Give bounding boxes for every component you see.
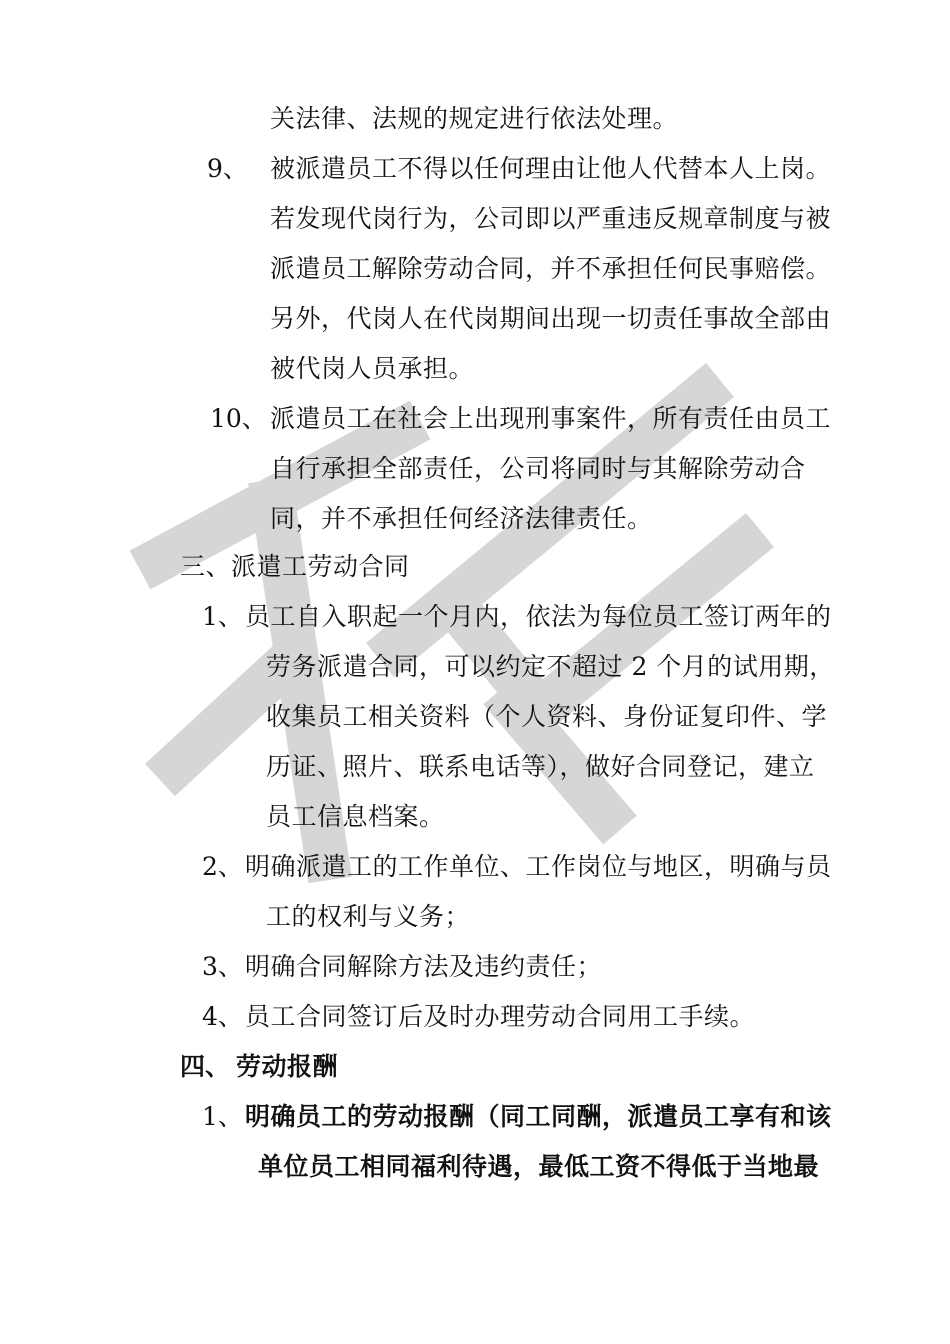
item9-line: 若发现代岗行为，公司即以严重违反规章制度与被 xyxy=(270,204,832,233)
s3-item2-line: 工的权利与义务； xyxy=(266,902,471,931)
s3-item3-number: 3、 xyxy=(202,952,243,981)
item9-line: 被代岗人员承担。 xyxy=(270,354,475,383)
s3-item1-line: 收集员工相关资料（个人资料、身份证复印件、学 xyxy=(266,702,828,731)
item9-line: 派遣员工解除劳动合同，并不承担任何民事赔偿。 xyxy=(270,254,832,283)
watermark-icon xyxy=(120,360,800,920)
s3-item2-line: 明确派遣工的工作单位、工作岗位与地区，明确与员 xyxy=(245,852,832,881)
s4-item1-number: 1、 xyxy=(202,1102,243,1131)
item9-line: 被派遣员工不得以任何理由让他人代替本人上岗。 xyxy=(270,154,832,183)
s3-item3-line: 明确合同解除方法及违约责任； xyxy=(245,952,603,981)
s3-item1-line: 历证、照片、联系电话等），做好合同登记，建立 xyxy=(266,752,815,781)
s3-item1-line: 员工信息档案。 xyxy=(266,802,445,831)
item10-line: 自行承担全部责任，公司将同时与其解除劳动合 xyxy=(270,454,806,483)
item9-line: 另外，代岗人在代岗期间出现一切责任事故全部由 xyxy=(270,304,832,333)
s3-item1-number: 1、 xyxy=(202,602,243,631)
s3-item2-number: 2、 xyxy=(202,852,243,881)
s3-item1-line: 员工自入职起一个月内，依法为每位员工签订两年的 xyxy=(245,602,832,631)
section4-heading: 劳动报酬 xyxy=(236,1052,339,1081)
item10-line: 派遣员工在社会上出现刑事案件，所有责任由员工 xyxy=(270,404,832,433)
s3-item4-line: 员工合同签订后及时办理劳动合同用工手续。 xyxy=(245,1002,756,1031)
s3-item4-number: 4、 xyxy=(202,1002,243,1031)
section3-heading: 三、派遣工劳动合同 xyxy=(180,552,410,581)
s3-item1-line: 劳务派遣合同，可以约定不超过 2 个月的试用期， xyxy=(266,652,835,681)
section4-heading-number: 四、 xyxy=(180,1052,231,1081)
s4-item1-line: 单位员工相同福利待遇，最低工资不得低于当地最 xyxy=(258,1152,820,1181)
item10-line: 同，并不承担任何经济法律责任。 xyxy=(270,504,653,533)
s4-item1-line: 明确员工的劳动报酬（同工同酬，派遣员工享有和该 xyxy=(245,1102,832,1131)
item9-number: 9、 xyxy=(207,154,248,183)
item9-continuation-text: 关法律、法规的规定进行依法处理。 xyxy=(270,104,679,133)
item10-number: 10、 xyxy=(210,404,267,433)
